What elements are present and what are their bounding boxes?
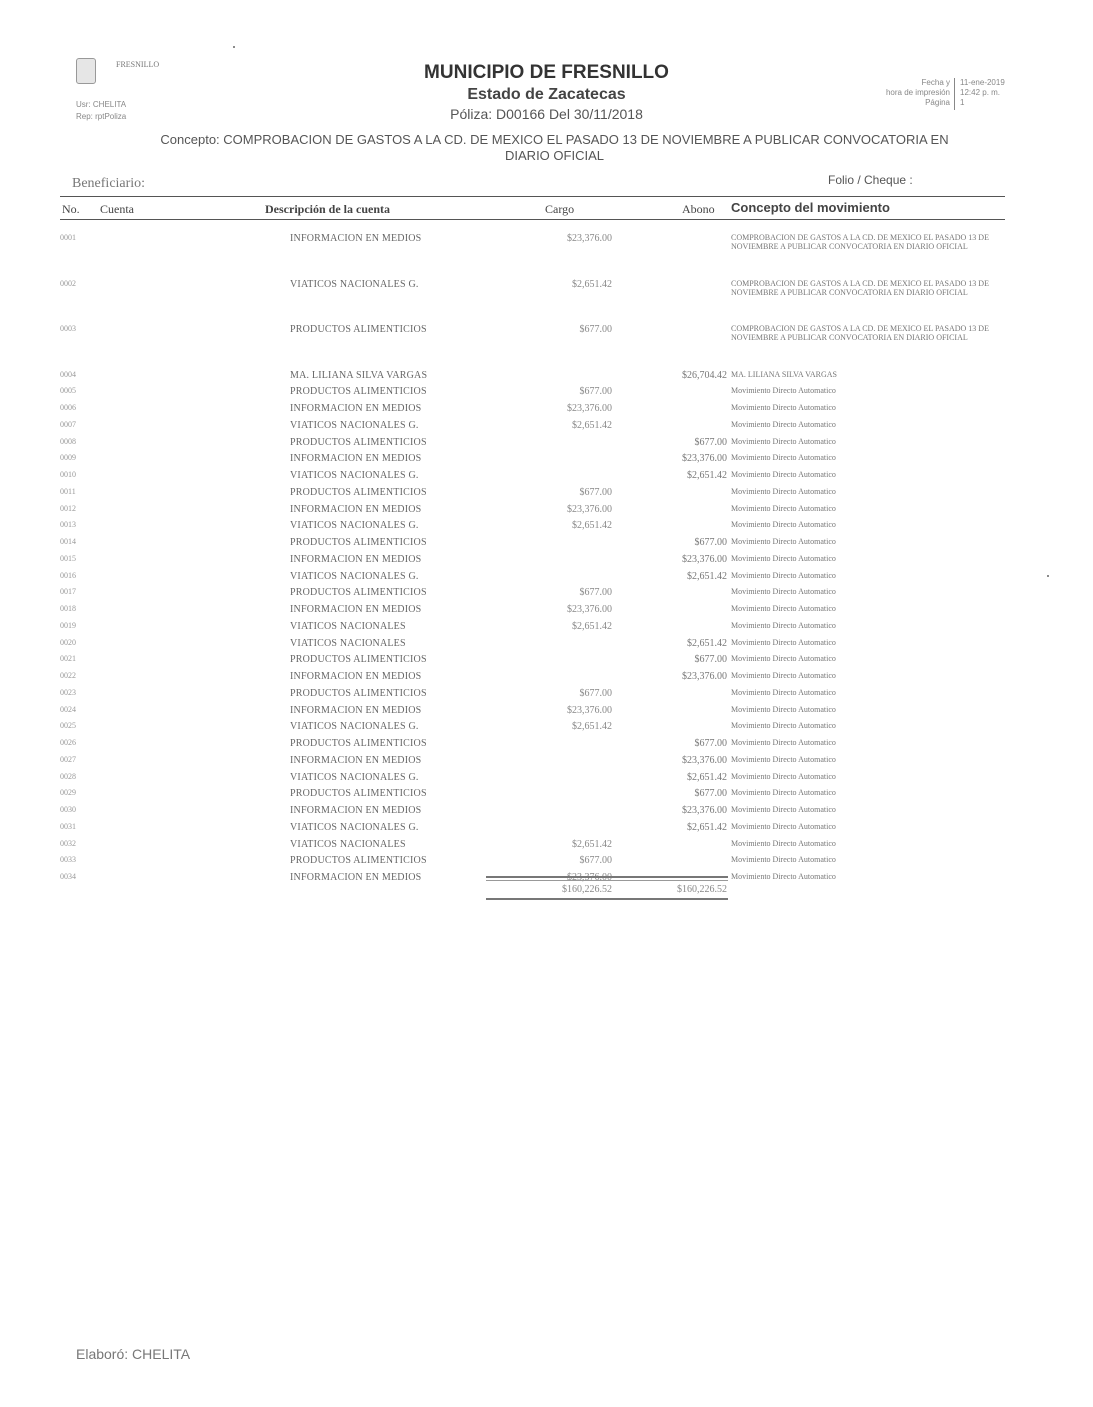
table-row <box>0 324 1093 340</box>
row-concepto: Movimiento Directo Automatico <box>731 838 836 848</box>
row-concepto: Movimiento Directo Automatico <box>731 486 836 496</box>
total-cargo: $160,226.52 <box>562 884 612 895</box>
row-cargo: $2,651.42 <box>572 838 612 850</box>
pagina-value: 1 <box>960 98 965 107</box>
row-descripcion: INFORMACION EN MEDIOS <box>290 403 422 414</box>
row-concepto: Movimiento Directo Automatico <box>731 604 836 613</box>
row-concepto: Movimiento Directo Automatico <box>731 637 836 647</box>
row-concepto: Movimiento Directo Automatico <box>731 520 836 530</box>
row-abono: $23,376.00 <box>682 453 727 465</box>
row-concepto: Movimiento Directo Automatico <box>731 453 836 463</box>
row-cargo: $23,376.00 <box>567 503 612 515</box>
row-abono: $2,651.42 <box>687 570 727 582</box>
concept-line-1: Concepto: COMPROBACION DE GASTOS A LA CD. DE MEXICO EL PASADO 13 DE NOVIEMBRE A PUBLICAR CONVOCATORIA EN <box>160 132 949 147</box>
user-line: Usr: CHELITA <box>76 100 127 109</box>
row-no: 0007 <box>60 419 76 429</box>
table-row <box>0 638 1093 654</box>
row-cargo: $2,651.42 <box>572 278 612 290</box>
row-no: 0024 <box>60 704 76 714</box>
row-descripcion: PRODUCTOS ALIMENTICIOS <box>290 324 427 335</box>
row-abono: $677.00 <box>694 654 727 666</box>
table-row <box>0 788 1093 804</box>
folio-label: Folio / Cheque : <box>828 173 913 187</box>
row-descripcion: VIATICOS NACIONALES G. <box>290 520 419 532</box>
row-concepto: Movimiento Directo Automatico <box>731 436 836 446</box>
table-row <box>0 554 1093 570</box>
row-descripcion: INFORMACION EN MEDIOS <box>290 704 422 716</box>
table-row <box>0 453 1093 469</box>
row-concepto: Movimiento Directo Automatico <box>731 537 836 546</box>
row-cargo: $677.00 <box>579 486 612 498</box>
row-no: 0002 <box>60 278 76 288</box>
row-cargo: $677.00 <box>579 587 612 599</box>
table-row <box>0 279 1093 295</box>
table-row <box>0 755 1093 771</box>
row-concepto: Movimiento Directo Automatico <box>731 403 836 412</box>
row-descripcion: VIATICOS NACIONALES <box>290 637 406 649</box>
row-descripcion: PRODUCTOS ALIMENTICIOS <box>290 654 427 666</box>
table-row <box>0 604 1093 620</box>
row-concepto: Movimiento Directo Automatico <box>731 788 836 798</box>
row-descripcion: INFORMACION EN MEDIOS <box>290 671 422 682</box>
row-descripcion: VIATICOS NACIONALES <box>290 838 406 850</box>
row-concepto: Movimiento Directo Automatico <box>731 470 836 479</box>
row-descripcion: MA. LILIANA SILVA VARGAS <box>290 369 428 381</box>
row-descripcion: VIATICOS NACIONALES G. <box>290 771 419 783</box>
page-title: MUNICIPIO DE FRESNILLO <box>424 62 669 83</box>
row-no: 0016 <box>60 570 76 580</box>
row-concepto: Movimiento Directo Automatico <box>731 553 836 563</box>
row-descripcion: VIATICOS NACIONALES G. <box>290 278 419 290</box>
row-cargo: $23,376.00 <box>567 403 612 414</box>
row-concepto: Movimiento Directo Automatico <box>731 805 836 814</box>
row-descripcion: PRODUCTOS ALIMENTICIOS <box>290 788 427 800</box>
row-cargo: $2,651.42 <box>572 419 612 431</box>
row-descripcion: VIATICOS NACIONALES G. <box>290 721 419 733</box>
row-cargo: $23,376.00 <box>567 604 612 615</box>
row-concepto: Movimiento Directo Automatico <box>731 419 836 429</box>
col-cargo: Cargo <box>545 202 575 216</box>
row-no: 0014 <box>60 537 76 546</box>
table-row <box>0 805 1093 821</box>
row-no: 0032 <box>60 838 76 848</box>
row-no: 0023 <box>60 687 76 697</box>
row-abono: $677.00 <box>694 537 727 548</box>
row-concepto: Movimiento Directo Automatico <box>731 754 836 764</box>
row-no: 0021 <box>60 654 76 664</box>
pagina-label: Página <box>925 98 950 107</box>
header-top-rule <box>60 196 1005 197</box>
print-info-labels <box>850 78 950 108</box>
row-concepto: Movimiento Directo Automatico <box>731 872 836 881</box>
fecha-value: 11-ene-2019 <box>960 78 1005 87</box>
row-descripcion: INFORMACION EN MEDIOS <box>290 553 422 565</box>
table-row <box>0 671 1093 687</box>
row-abono: $23,376.00 <box>682 805 727 816</box>
row-cargo: $2,651.42 <box>572 520 612 532</box>
row-abono: $2,651.42 <box>687 771 727 783</box>
col-descripcion: Descripción de la cuenta <box>265 202 390 216</box>
row-no: 0034 <box>60 872 76 881</box>
row-descripcion: PRODUCTOS ALIMENTICIOS <box>290 486 427 498</box>
row-concepto: Movimiento Directo Automatico <box>731 704 836 714</box>
page-subtitle: Estado de Zacatecas <box>467 86 626 103</box>
row-no: 0013 <box>60 520 76 530</box>
table-row <box>0 420 1093 436</box>
hora-value: 12:42 p. m. <box>960 88 1001 97</box>
table-row <box>0 621 1093 637</box>
row-descripcion: VIATICOS NACIONALES G. <box>290 570 419 582</box>
beneficiario-label: Beneficiario: <box>72 176 146 191</box>
row-descripcion: VIATICOS NACIONALES G. <box>290 419 419 431</box>
row-no: 0010 <box>60 470 76 479</box>
row-no: 0029 <box>60 788 76 798</box>
row-abono: $23,376.00 <box>682 754 727 766</box>
row-descripcion: INFORMACION EN MEDIOS <box>290 503 422 515</box>
total-abono: $160,226.52 <box>677 884 727 895</box>
table-row <box>0 470 1093 486</box>
row-concepto: Movimiento Directo Automatico <box>731 570 836 580</box>
table-row <box>0 855 1093 871</box>
row-descripcion: PRODUCTOS ALIMENTICIOS <box>290 537 427 548</box>
row-concepto: COMPROBACION DE GASTOS A LA CD. DE MEXICO EL PASADO 13 DE NOVIEMBRE A PUBLICAR CONVOCATORIA EN DIARIO OFICIAL <box>731 233 989 251</box>
row-cargo: $2,651.42 <box>572 620 612 632</box>
row-concepto: Movimiento Directo Automatico <box>731 654 836 664</box>
report-line: Rep: rptPoliza <box>76 112 127 121</box>
table-row <box>0 437 1093 453</box>
row-abono: $677.00 <box>694 788 727 800</box>
row-cargo: $2,651.42 <box>572 721 612 733</box>
row-abono: $677.00 <box>694 738 727 749</box>
concept-text <box>92 132 1017 164</box>
row-no: 0012 <box>60 503 76 513</box>
print-info-divider <box>954 78 955 110</box>
row-descripcion: INFORMACION EN MEDIOS <box>290 233 422 244</box>
row-descripcion: VIATICOS NACIONALES G. <box>290 821 419 833</box>
table-row <box>0 721 1093 737</box>
row-no: 0028 <box>60 771 76 781</box>
elaboro-footer: Elaboró: CHELITA <box>76 1346 191 1362</box>
table-row <box>0 487 1093 503</box>
row-no: 0017 <box>60 587 76 597</box>
row-no: 0027 <box>60 754 76 764</box>
row-abono: $2,651.42 <box>687 637 727 649</box>
col-cuenta: Cuenta <box>100 202 134 216</box>
fecha-label: Fecha y <box>921 78 950 87</box>
row-descripcion: PRODUCTOS ALIMENTICIOS <box>290 855 427 867</box>
scan-mark <box>233 46 235 48</box>
totals-top-rule-2 <box>486 880 728 881</box>
row-abono: $23,376.00 <box>682 553 727 565</box>
row-descripcion: VIATICOS NACIONALES <box>290 620 406 632</box>
row-descripcion: PRODUCTOS ALIMENTICIOS <box>290 386 427 398</box>
row-cargo: $23,376.00 <box>567 233 612 244</box>
row-abono: $26,704.42 <box>682 369 727 381</box>
table-row <box>0 403 1093 419</box>
table-row <box>0 233 1093 249</box>
scan-mark <box>1047 575 1049 577</box>
row-descripcion: INFORMACION EN MEDIOS <box>290 805 422 816</box>
row-abono: $23,376.00 <box>682 671 727 682</box>
row-descripcion: PRODUCTOS ALIMENTICIOS <box>290 738 427 749</box>
table-row <box>0 705 1093 721</box>
row-descripcion: INFORMACION EN MEDIOS <box>290 453 422 465</box>
row-no: 0026 <box>60 738 76 747</box>
row-no: 0006 <box>60 403 76 412</box>
row-no: 0008 <box>60 436 76 446</box>
row-no: 0031 <box>60 821 76 831</box>
concept-line-2: DIARIO OFICIAL <box>505 148 604 163</box>
row-no: 0011 <box>60 486 76 496</box>
row-concepto: Movimiento Directo Automatico <box>731 386 836 396</box>
print-info-values <box>960 78 1040 108</box>
row-no: 0033 <box>60 855 76 865</box>
row-concepto: Movimiento Directo Automatico <box>731 855 836 865</box>
row-abono: $2,651.42 <box>687 821 727 833</box>
row-no: 0009 <box>60 453 76 463</box>
row-no: 0001 <box>60 233 76 242</box>
row-descripcion: PRODUCTOS ALIMENTICIOS <box>290 687 427 699</box>
row-descripcion: PRODUCTOS ALIMENTICIOS <box>290 587 427 599</box>
table-row <box>0 571 1093 587</box>
table-row <box>0 822 1093 838</box>
col-concepto: Concepto del movimiento <box>731 200 890 215</box>
table-row <box>0 688 1093 704</box>
col-abono: Abono <box>682 202 715 216</box>
row-cargo: $677.00 <box>579 855 612 867</box>
row-descripcion: INFORMACION EN MEDIOS <box>290 754 422 766</box>
totals-top-rule <box>486 876 728 878</box>
table-row <box>0 738 1093 754</box>
table-row <box>0 520 1093 536</box>
row-no: 0015 <box>60 553 76 563</box>
row-cargo: $677.00 <box>579 687 612 699</box>
table-row <box>0 587 1093 603</box>
row-abono: $2,651.42 <box>687 470 727 481</box>
row-abono: $677.00 <box>694 436 727 448</box>
row-concepto: Movimiento Directo Automatico <box>731 620 836 630</box>
row-no: 0003 <box>60 324 76 333</box>
row-concepto: Movimiento Directo Automatico <box>731 503 836 513</box>
table-row <box>0 386 1093 402</box>
table-row <box>0 654 1093 670</box>
row-concepto: Movimiento Directo Automatico <box>731 587 836 597</box>
row-no: 0018 <box>60 604 76 613</box>
table-row <box>0 370 1093 386</box>
row-concepto: Movimiento Directo Automatico <box>731 771 836 781</box>
poliza-line: Póliza: D00166 Del 30/11/2018 <box>450 106 643 122</box>
row-cargo: $677.00 <box>579 324 612 335</box>
row-concepto: MA. LILIANA SILVA VARGAS <box>731 369 837 379</box>
header-bottom-rule <box>60 219 1005 220</box>
table-row <box>0 537 1093 553</box>
row-no: 0005 <box>60 386 76 396</box>
col-no: No. <box>62 202 80 216</box>
row-no: 0004 <box>60 369 76 379</box>
table-row <box>0 772 1093 788</box>
row-descripcion: PRODUCTOS ALIMENTICIOS <box>290 436 427 448</box>
row-cargo: $23,376.00 <box>567 704 612 716</box>
logo-text: FRESNILLO <box>116 60 160 69</box>
totals-bottom-rule <box>486 898 728 900</box>
hora-label: hora de impresión <box>885 88 950 97</box>
row-descripcion: INFORMACION EN MEDIOS <box>290 872 422 883</box>
table-row <box>0 839 1093 855</box>
row-concepto: COMPROBACION DE GASTOS A LA CD. DE MEXICO EL PASADO 13 DE NOVIEMBRE A PUBLICAR CONVOCATORIA EN DIARIO OFICIAL <box>731 278 989 297</box>
row-concepto: Movimiento Directo Automatico <box>731 721 836 731</box>
row-no: 0020 <box>60 637 76 647</box>
row-cargo: $677.00 <box>579 386 612 398</box>
row-concepto: Movimiento Directo Automatico <box>731 671 836 680</box>
row-concepto: Movimiento Directo Automatico <box>731 687 836 697</box>
row-concepto: COMPROBACION DE GASTOS A LA CD. DE MEXICO EL PASADO 13 DE NOVIEMBRE A PUBLICAR CONVOCATORIA EN DIARIO OFICIAL <box>731 324 989 342</box>
row-concepto: Movimiento Directo Automatico <box>731 738 836 747</box>
row-descripcion: VIATICOS NACIONALES G. <box>290 470 419 481</box>
row-no: 0022 <box>60 671 76 680</box>
row-no: 0025 <box>60 721 76 731</box>
row-descripcion: INFORMACION EN MEDIOS <box>290 604 422 615</box>
table-row <box>0 504 1093 520</box>
row-no: 0030 <box>60 805 76 814</box>
row-no: 0019 <box>60 620 76 630</box>
row-concepto: Movimiento Directo Automatico <box>731 821 836 831</box>
